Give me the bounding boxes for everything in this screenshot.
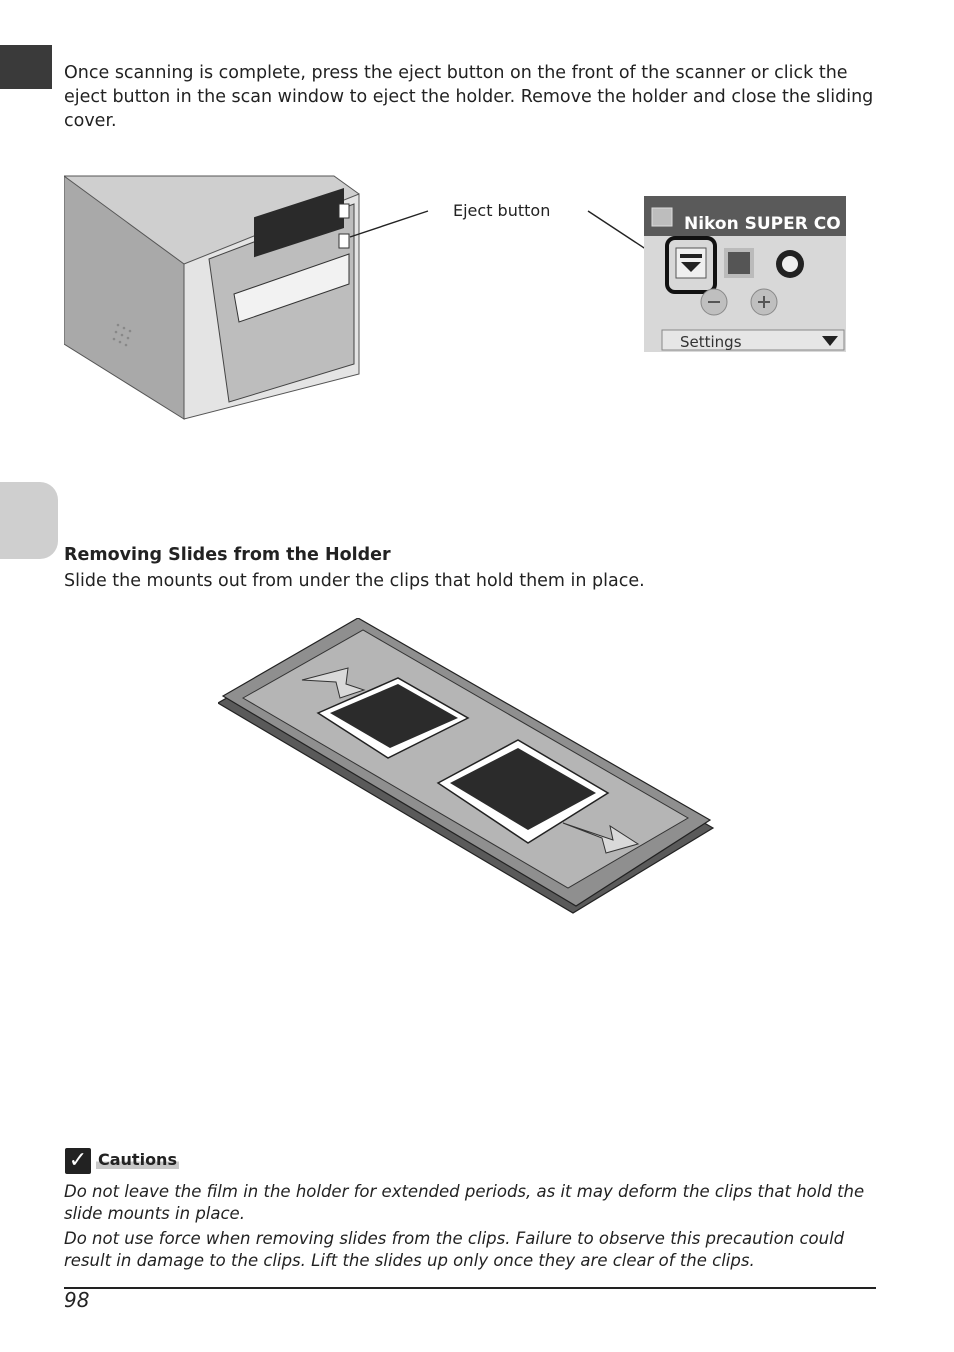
settings-dropdown[interactable]: Settings	[680, 333, 742, 351]
scanner-illustration	[64, 174, 364, 424]
zoom-out-icon[interactable]	[701, 289, 727, 315]
scan-window-screenshot	[644, 196, 846, 352]
footer-rule	[64, 1287, 876, 1289]
section-heading: Removing Slides from the Holder	[64, 545, 391, 565]
chapter-tab-marker	[0, 45, 52, 89]
caution-item: Do not leave the film in the holder for extended periods, as it may deform the clips that hold the slide mounts in place.	[64, 1182, 865, 1223]
checker-icon[interactable]	[724, 248, 754, 278]
brightness-icon[interactable]	[776, 250, 804, 278]
caution-item: Do not use force when removing slides from the clips. Failure to observe this precaution could result in damage to the clips. Lift the slides up only once they are clear of the clips.	[64, 1229, 845, 1270]
window-title: Nikon SUPER CO	[684, 214, 841, 234]
intro-paragraph: Once scanning is complete, press the eject button on the front of the scanner or click the eject button in the scan window to eject the holder. Remove the holder and close the sliding cover.	[64, 63, 874, 131]
section-text: Slide the mounts out from under the clips that hold them in place.	[64, 571, 645, 591]
eject-button-label: Eject button	[453, 201, 551, 220]
cautions-title: Cautions	[98, 1150, 177, 1169]
side-tab-marker	[0, 482, 58, 559]
check-mark-icon: ✓	[65, 1148, 91, 1174]
slide-holder-illustration	[218, 618, 718, 928]
zoom-in-icon[interactable]	[751, 289, 777, 315]
page-number: 98	[64, 1288, 90, 1312]
